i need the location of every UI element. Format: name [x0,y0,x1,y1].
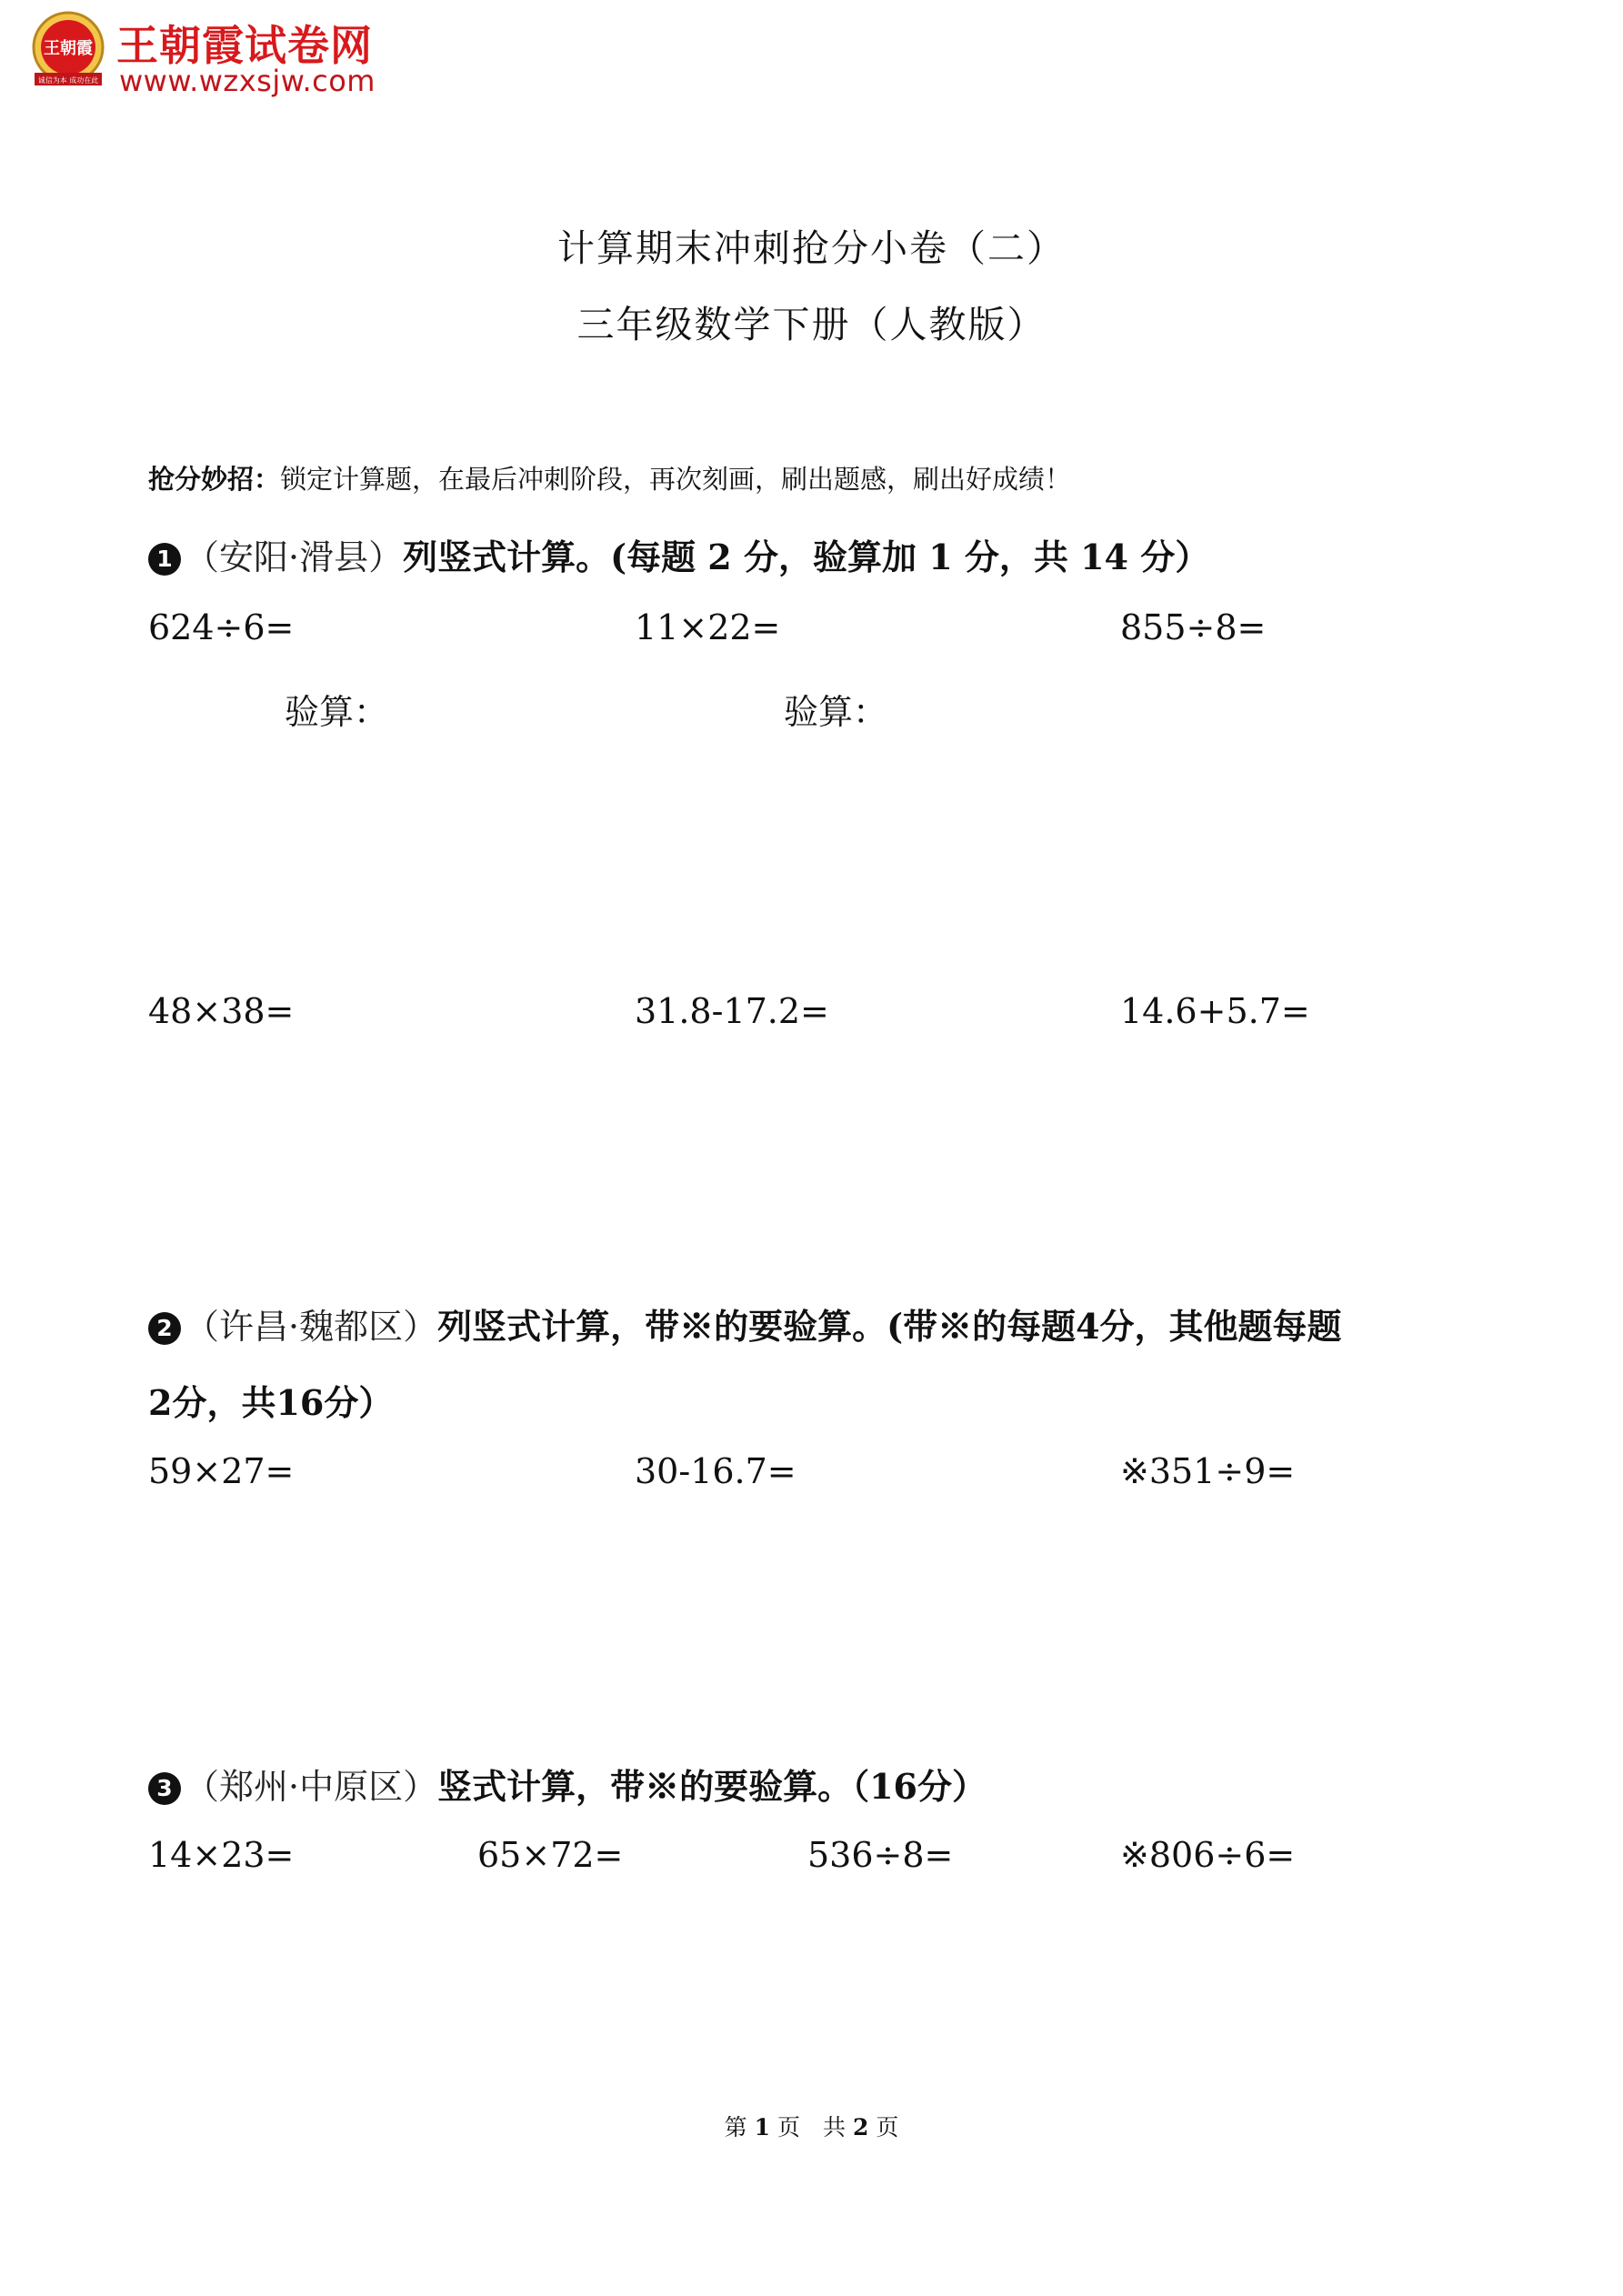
q2-expr-3: ※351÷9= [1120,1451,1296,1491]
footer-middle: 页 共 [776,2114,846,2141]
question-3-heading [148,1759,987,1809]
page-footer [0,2110,1623,2142]
question-source: （许昌·魏都区） [185,1307,438,1347]
logo-badge [27,9,109,91]
q3-expr-1: 14×23= [148,1835,295,1875]
brand-url: www.wzxsjw.com [119,64,376,98]
q1-check-label-2: 验算： [784,692,888,732]
question-2-heading-cont [148,1375,393,1425]
q3-expr-4: ※806÷6= [1120,1835,1296,1875]
tip-label: 抢分妙招： [148,464,281,495]
page-subtitle: 三年级数学下册（人教版） [576,303,1047,346]
logo-seal-text: 王朝霞 [44,39,93,58]
footer-page-number: 1 [754,2114,771,2141]
question-text: 列竖式计算。(每题 2 分，验算加 1 分，共 14 分） [403,536,1210,577]
q1-expr-1: 624÷6= [148,607,295,647]
question-2-heading [148,1298,1342,1349]
q1-check-label-1: 验算： [285,692,389,732]
q3-expr-3: 536÷8= [807,1835,954,1875]
question-number-badge: 2 [148,1312,181,1345]
footer-suffix: 页 [876,2114,899,2141]
brand-title: 王朝霞试卷网 [116,21,373,70]
q1-expr-5: 31.8-17.2= [635,991,829,1031]
page-title: 计算期末冲刺抢分小卷（二） [557,226,1066,270]
logo-ribbon-text: 诚信为本 成功在此 [37,76,99,85]
question-text: 竖式计算，带※的要验算。（16分） [437,1766,987,1807]
question-number-badge: 3 [148,1772,181,1805]
q1-expr-2: 11×22= [635,607,781,647]
question-source: （郑州·中原区） [185,1767,438,1807]
tip-line [148,459,1071,496]
tip-text: 锁定计算题，在最后冲刺阶段，再次刻画，刷出题感，刷出好成绩！ [280,464,1072,495]
footer-prefix: 第 [724,2114,747,2141]
question-number-badge: 1 [148,543,181,576]
question-source: （安阳·滑县） [185,537,404,577]
footer-total-pages: 2 [852,2114,869,2141]
q2-expr-1: 59×27= [148,1451,295,1491]
q3-expr-2: 65×72= [477,1835,624,1875]
question-text-cont: 2分，共16分） [148,1382,394,1423]
question-1-heading [148,529,1209,579]
q1-expr-3: 855÷8= [1120,607,1267,647]
question-text: 列竖式计算，带※的要验算。(带※的每题4分，其他题每题 [437,1306,1342,1347]
q2-expr-2: 30-16.7= [635,1451,796,1491]
q1-expr-6: 14.6+5.7= [1120,991,1310,1031]
q1-expr-4: 48×38= [148,991,295,1031]
